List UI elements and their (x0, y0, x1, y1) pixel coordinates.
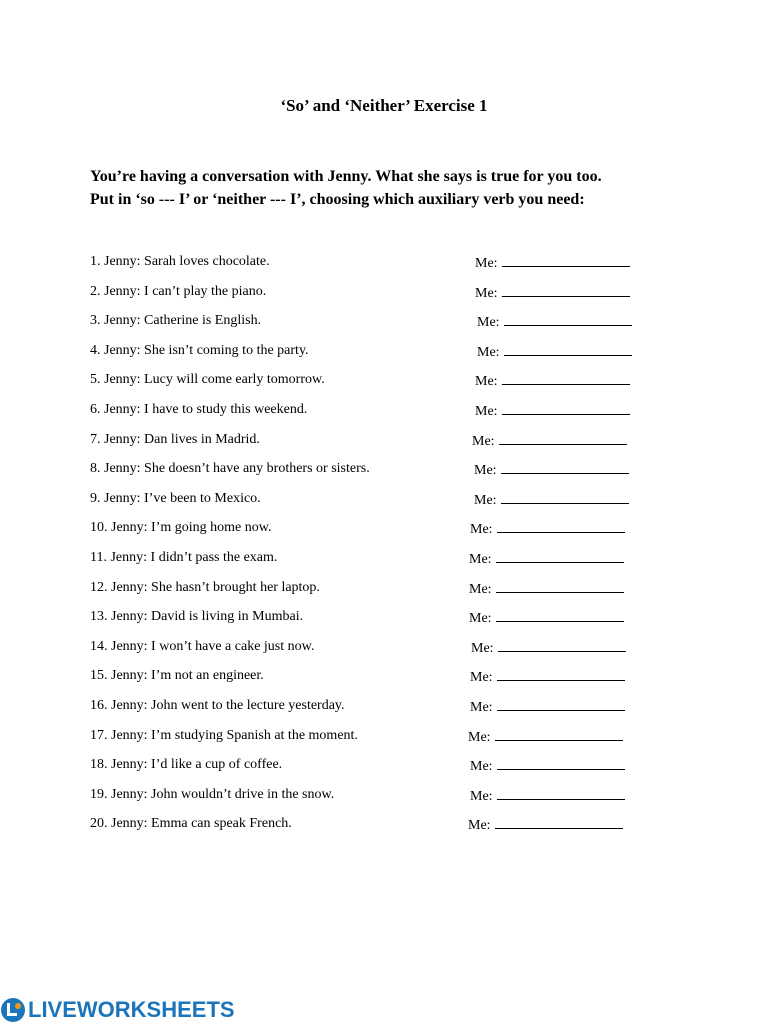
answer-blank[interactable] (497, 668, 625, 681)
me-label: Me: (475, 404, 498, 419)
exercise-item (90, 402, 690, 422)
exercise-item (90, 254, 690, 274)
answer-blank[interactable] (496, 580, 624, 593)
exercise-prompt: 17. Jenny: I’m studying Spanish at the moment. (90, 727, 358, 743)
answer-field[interactable] (469, 609, 624, 627)
me-label: Me: (474, 492, 497, 508)
me-label: Me: (477, 315, 500, 331)
exercise-item (90, 816, 690, 836)
me-label: Me: (469, 581, 492, 597)
me-label: Me: (471, 640, 494, 656)
answer-field[interactable] (470, 520, 625, 538)
answer-field[interactable] (475, 372, 630, 390)
me-label: Me: (469, 552, 492, 567)
exercise-item (90, 520, 690, 540)
exercise-item (90, 284, 690, 304)
answer-blank[interactable] (499, 432, 627, 445)
answer-blank[interactable] (502, 402, 630, 415)
me-label: Me: (475, 285, 498, 301)
exercise-prompt: 18. Jenny: I’d like a cup of coffee. (90, 757, 283, 773)
exercise-prompt: 4. Jenny: She isn’t coming to the party. (90, 342, 309, 358)
exercise-item (90, 313, 690, 333)
exercise-prompt: 20. Jenny: Emma can speak French. (90, 816, 292, 832)
answer-blank[interactable] (502, 284, 630, 297)
exercise-prompt: 12. Jenny: She hasn’t brought her laptop. (90, 579, 320, 595)
me-label: Me: (470, 700, 493, 715)
instructions-line-1: You’re having a conversation with Jenny. What she says is true for you too. (90, 168, 602, 185)
answer-field[interactable] (477, 343, 632, 361)
exercise-prompt: 8. Jenny: She doesn’t have any brothers or sisters. (90, 461, 370, 477)
answer-blank[interactable] (498, 639, 626, 652)
me-label: Me: (475, 256, 498, 271)
answer-blank[interactable] (501, 461, 629, 474)
exercise-item (90, 668, 690, 688)
exercise-prompt: 19. Jenny: John wouldn’t drive in the snow. (90, 786, 335, 802)
worksheet-title: ‘So’ and ‘Neither’ Exercise 1 (280, 96, 488, 115)
instructions (90, 165, 730, 211)
exercise-prompt: 15. Jenny: I’m not an engineer. (90, 668, 264, 684)
exercise-prompt: 3. Jenny: Catherine is English. (90, 313, 262, 329)
answer-field[interactable] (474, 491, 629, 509)
me-label: Me: (470, 788, 493, 804)
answer-field[interactable] (471, 639, 626, 657)
me-label: Me: (470, 670, 493, 686)
exercise-item (90, 580, 690, 600)
answer-blank[interactable] (496, 609, 624, 622)
answer-field[interactable] (477, 313, 632, 331)
answer-field[interactable] (470, 787, 625, 805)
me-label: Me: (474, 463, 497, 479)
answer-blank[interactable] (504, 343, 632, 356)
answer-field[interactable] (475, 254, 630, 272)
exercise-item (90, 432, 690, 452)
exercise-prompt: 7. Jenny: Dan lives in Madrid. (90, 431, 260, 447)
answer-blank[interactable] (497, 787, 625, 800)
exercise-prompt: 14. Jenny: I won’t have a cake just now. (90, 638, 315, 654)
exercise-prompt: 10. Jenny: I’m going home now. (90, 520, 272, 536)
exercise-prompt: 2. Jenny: I can’t play the piano. (90, 283, 267, 299)
exercise-item (90, 639, 690, 659)
answer-field[interactable] (470, 757, 625, 775)
logo-text: LIVEWORKSHEETS (28, 997, 235, 1022)
answer-field[interactable] (468, 728, 623, 746)
exercise-item (90, 461, 690, 481)
exercise-prompt: 1. Jenny: Sarah loves chocolate. (90, 254, 270, 269)
liveworksheets-logo (0, 996, 235, 1024)
exercise-item (90, 550, 690, 570)
answer-field[interactable] (470, 698, 625, 716)
answer-field[interactable] (475, 284, 630, 302)
me-label: Me: (475, 374, 498, 390)
me-label: Me: (477, 344, 500, 360)
exercise-item (90, 698, 690, 718)
answer-blank[interactable] (504, 313, 632, 326)
instructions-line-2: Put in ‘so --- I’ or ‘neither --- I’, choosing which auxiliary verb you need: (90, 191, 585, 208)
answer-field[interactable] (469, 550, 624, 568)
answer-field[interactable] (469, 580, 624, 598)
answer-field[interactable] (475, 402, 630, 420)
me-label: Me: (468, 818, 491, 834)
exercise-item (90, 728, 690, 748)
me-label: Me: (468, 729, 491, 745)
answer-blank[interactable] (502, 372, 630, 385)
exercise-item (90, 787, 690, 807)
exercise-prompt: 16. Jenny: John went to the lecture yesterday. (90, 698, 345, 713)
answer-field[interactable] (470, 668, 625, 686)
liveworksheets-logo-icon (0, 997, 26, 1023)
exercise-item (90, 372, 690, 392)
exercise-prompt: 11. Jenny: I didn’t pass the exam. (90, 550, 278, 565)
exercise-prompt: 9. Jenny: I’ve been to Mexico. (90, 490, 261, 506)
answer-blank[interactable] (502, 254, 630, 267)
answer-field[interactable] (474, 461, 629, 479)
exercise-item (90, 609, 690, 629)
answer-blank[interactable] (497, 698, 625, 711)
answer-blank[interactable] (496, 550, 624, 563)
exercise-prompt: 13. Jenny: David is living in Mumbai. (90, 609, 304, 625)
me-label: Me: (472, 433, 495, 449)
me-label: Me: (470, 759, 493, 775)
exercise-prompt: 6. Jenny: I have to study this weekend. (90, 402, 308, 417)
answer-blank[interactable] (497, 520, 625, 533)
me-label: Me: (469, 611, 492, 627)
answer-blank[interactable] (497, 757, 625, 770)
answer-field[interactable] (468, 816, 623, 834)
exercise-item (90, 491, 690, 511)
answer-blank[interactable] (501, 491, 629, 504)
exercise-item (90, 343, 690, 363)
me-label: Me: (470, 522, 493, 538)
answer-field[interactable] (472, 432, 627, 450)
exercise-item (90, 757, 690, 777)
exercise-prompt: 5. Jenny: Lucy will come early tomorrow. (90, 372, 325, 388)
answer-blank[interactable] (495, 816, 623, 829)
answer-blank[interactable] (495, 728, 623, 741)
